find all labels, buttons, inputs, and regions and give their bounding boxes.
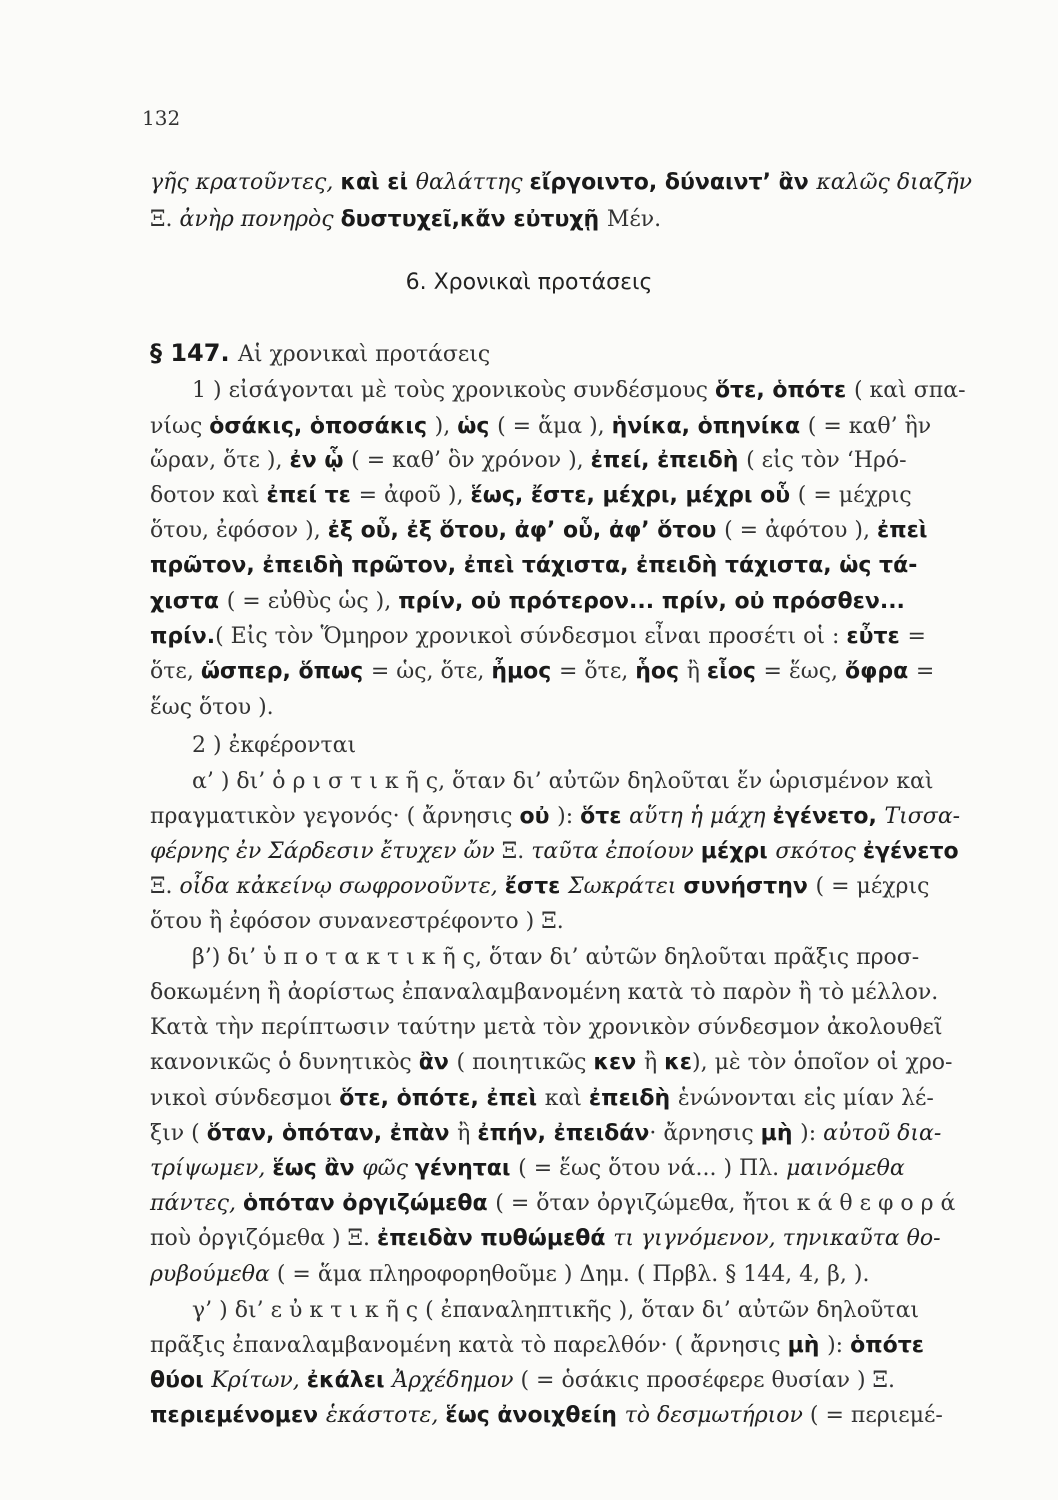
text-run: τι γιγνόμενον, τηνικαῦτα θο-: [613, 1226, 941, 1251]
text-run: ), μὲ τὸν ὁποῖον οἱ χρο-: [692, 1050, 953, 1075]
text-run: ( = μέχρις: [815, 874, 930, 899]
text-run: ἢ: [643, 1050, 665, 1075]
text-run: ( εἰς τὸν ‘Ηρό-: [746, 448, 907, 473]
text-run: ἢ: [686, 659, 707, 684]
text-line: [192, 376, 966, 406]
text-run: ἐπεὶ: [876, 518, 928, 543]
text-run: ἑνώνονται εἰς μίαν λέ-: [677, 1086, 934, 1111]
text-run: χιστα: [150, 589, 227, 614]
text-run: κεν: [593, 1050, 644, 1075]
text-run: ἔστε: [504, 874, 569, 899]
text-run: ἐπειδὰν πυθώμεθά: [377, 1226, 614, 1251]
text-line: [150, 412, 931, 442]
text-run: Κατὰ τὴν περίπτωσιν ταύτην μετὰ τὸν χρονικὸν σύνδεσμον ἀκολουθεῖ: [150, 1015, 943, 1040]
text-run: ἧος: [635, 659, 687, 684]
text-run: ὄφρα: [845, 659, 916, 684]
text-run: ( ποιητικῶς: [456, 1050, 594, 1075]
text-run: οἶδα κἀκείνῳ σωφρονοῦντε,: [179, 874, 505, 899]
text-run: ἐγένετο: [862, 839, 959, 864]
text-run: ἕως ἀνοιχθείη: [445, 1403, 625, 1428]
text-run: ( Εἰς τὸν Ὅμηρον χρονικοὶ σύνδεσμοι εἶναι προσέτι οἱ :: [215, 624, 847, 649]
text-run: ):: [800, 1121, 824, 1146]
text-line: [150, 1048, 952, 1078]
text-run: οὐ: [519, 804, 558, 829]
text-run: =: [907, 624, 926, 649]
text-run: πραγματικὸν γεγονός· ( ἄρνησις: [150, 804, 520, 829]
text-run: πρῶτον, ἐπειδὴ πρῶτον, ἐπεὶ τάχιστα, ἐπειδὴ τάχιστα, ὡς τά-: [150, 553, 918, 578]
text-line: [150, 1154, 905, 1184]
text-run: ἐπειδὴ: [588, 1086, 678, 1111]
text-run: ( = ἀφότου ),: [724, 518, 877, 543]
text-run: δυστυχεῖ,κἄν εὐτυχῇ: [340, 207, 607, 232]
text-line: [150, 205, 661, 235]
text-run: καὶ: [544, 1086, 589, 1111]
text-run: 2 ) ἐκφέρονται: [192, 733, 357, 758]
text-run: τρίψωμεν,: [150, 1156, 273, 1181]
text-run: ( = ὁσάκις προσέφερε θυσίαν ) Ξ.: [520, 1368, 896, 1393]
text-run: ὅτε,: [150, 659, 201, 684]
text-run: νίως: [150, 414, 210, 439]
text-line: [192, 943, 919, 973]
text-run: ὥσπερ, ὅπως: [200, 659, 371, 684]
text-run: § 147.: [150, 339, 238, 367]
text-run: καλῶς διαζῆν: [816, 170, 973, 195]
text-run: ἀνὴρ πονηρὸς: [179, 207, 341, 232]
text-line: [150, 1119, 941, 1149]
text-run: ( = ἅμα πληροφορηθοῦμε ) Δημ. ( Πρβλ. § 144, 4, β, ).: [276, 1262, 870, 1287]
text-run: ταῦτα ἐποίουν: [531, 839, 701, 864]
text-run: = ἕως,: [763, 659, 846, 684]
text-run: πρίν, οὐ πρότερον... πρίν, οὐ πρόσθεν...: [398, 589, 905, 614]
text-run: ( = ἅμα ),: [497, 414, 612, 439]
text-run: δοκωμένη ἢ ἀορίστως ἐπαναλαμβανομένη κατὰ τὸ παρὸν ἢ τὸ μέλλον.: [150, 980, 939, 1005]
text-run: ὁπόταν ὀργιζώμεθα: [242, 1191, 496, 1216]
text-run: ὅτε, ὁπότε, ἐπεὶ: [339, 1086, 545, 1111]
text-run: α’ ) δι’ ὁ ρ ι σ τ ι κ ῆ ς, ὅταν δι’ αὐτῶν δηλοῦται ἕν ὡρισμένον καὶ: [192, 769, 934, 794]
text-run: φῶς: [362, 1156, 415, 1181]
text-run: πάντες,: [150, 1191, 243, 1216]
text-run: ἦμος: [491, 659, 559, 684]
text-run: μαινόμεθα: [786, 1156, 905, 1181]
text-run: σκότος: [775, 839, 863, 864]
text-run: ὡς: [457, 414, 498, 439]
text-line: [150, 872, 929, 902]
text-run: μέχρι: [700, 839, 776, 864]
text-run: = ὅτε,: [558, 659, 636, 684]
page-number: 132: [142, 106, 181, 130]
text-run: 1 ) εἰσάγονται μὲ τοὺς χρονικοὺς συνδέσμους: [192, 378, 715, 403]
text-run: β’) δι’ ὑ π ο τ α κ τ ι κ ῆ ς, ὅταν δι’ αὐτῶν δηλοῦται πρᾶξις προσ-: [192, 945, 920, 970]
text-line: [192, 767, 934, 797]
text-run: κανονικῶς ὁ δυνητικὸς: [150, 1050, 419, 1075]
text-run: ἕως ἂν: [272, 1156, 363, 1181]
text-run: Ἀρχέδημον: [392, 1368, 521, 1393]
text-line: [150, 1189, 955, 1219]
text-run: εἷος: [706, 659, 764, 684]
text-run: γῆς κρατοῦντες,: [150, 170, 341, 195]
text-run: μὴ: [787, 1333, 828, 1358]
text-run: ρυβούμεθα: [150, 1262, 277, 1287]
text-line: [150, 802, 960, 832]
text-line: [150, 907, 564, 937]
text-run: εἴργοιντο, δύναιντ’ ἂν: [529, 170, 817, 195]
text-run: ( = ἕως ὅτου νά... ) Πλ.: [518, 1156, 787, 1181]
text-run: ἡνίκα, ὁπηνίκα: [611, 414, 808, 439]
text-run: Ξ.: [150, 874, 180, 899]
text-run: ἂν: [418, 1050, 457, 1075]
text-line: [150, 1084, 934, 1114]
text-run: ἕως ὅτου ).: [150, 695, 274, 720]
text-line: [150, 622, 926, 652]
text-line: [150, 693, 274, 723]
text-line: [150, 168, 972, 198]
text-run: καὶ εἰ: [340, 170, 416, 195]
text-run: Μέν.: [606, 207, 662, 232]
text-run: ( = ὅταν ὀργιζώμεθα, ἤτοι κ ά θ ε φ ο ρ ά: [495, 1191, 956, 1216]
text-run: ( = μέχρις: [797, 483, 912, 508]
text-run: συνήστην: [683, 874, 816, 899]
text-run: νικοὶ σύνδεσμοι: [150, 1086, 340, 1111]
text-run: ὁπότε: [850, 1333, 924, 1358]
text-line: [150, 1013, 943, 1043]
text-run: ( = καθ’ ἣν: [807, 414, 932, 439]
text-run: Κρίτων,: [211, 1368, 307, 1393]
text-run: Αἱ χρονικαὶ προτάσεις: [237, 342, 491, 367]
text-run: θύοι: [150, 1368, 212, 1393]
text-run: Σωκράτει: [568, 874, 684, 899]
text-line: [192, 731, 356, 761]
text-run: τὸ δεσμωτήριον: [624, 1403, 810, 1428]
text-run: ἐπήν, ἐπειδάν: [477, 1121, 650, 1146]
text-run: κε: [664, 1050, 693, 1075]
text-run: φέρνης ἐν Σάρδεσιν ἔτυχεν ὤν: [150, 839, 502, 864]
text-run: γένηται: [414, 1156, 519, 1181]
text-line: [150, 1260, 869, 1290]
text-run: ὅτου ἢ ἐφόσον συνανεστρέφοντο ) Ξ.: [150, 909, 564, 934]
text-run: ( = καθ’ ὃν χρόνον ),: [351, 448, 591, 473]
text-run: ἐν ᾧ: [289, 448, 352, 473]
text-run: ὁσάκις, ὁποσάκις: [209, 414, 435, 439]
text-line: [150, 516, 927, 546]
text-line: [150, 481, 912, 511]
text-run: ),: [434, 414, 458, 439]
text-line: [150, 551, 917, 581]
text-run: =: [915, 659, 935, 684]
section-heading: 6. Χρονικαὶ προτάσεις: [405, 270, 653, 295]
text-line: [150, 1401, 943, 1431]
text-line: [150, 1224, 941, 1254]
text-line: [192, 1296, 919, 1326]
text-line: [150, 837, 959, 867]
text-run: αὕτη ἡ μάχη: [629, 804, 773, 829]
text-run: ποὺ ὀργιζόμεθα ) Ξ.: [150, 1226, 378, 1251]
text-run: πρᾶξις ἐπαναλαμβανομένη κατὰ τὸ παρελθόν· ( ἄρνησις: [150, 1333, 788, 1358]
text-run: ἐγένετο,: [772, 804, 885, 829]
text-run: ὥραν, ὅτε ),: [150, 448, 290, 473]
text-run: ὅτε, ὁπότε: [714, 378, 854, 403]
text-line: [150, 1331, 924, 1361]
text-line: [150, 587, 905, 617]
text-run: ):: [557, 804, 581, 829]
text-run: ἐξ οὗ, ἐξ ὅτου, ἀφ’ οὗ, ἀφ’ ὅτου: [327, 518, 725, 543]
text-run: Τισσα-: [884, 804, 961, 829]
text-run: ξιν (: [150, 1121, 207, 1146]
text-run: ἐκάλει: [306, 1368, 393, 1393]
text-run: ὅτε: [580, 804, 630, 829]
text-run: · ἄρνησις: [649, 1121, 761, 1146]
text-run: θαλάττης: [415, 170, 530, 195]
text-run: ὅτου, ἐφόσον ),: [150, 518, 328, 543]
text-run: ἢ: [457, 1121, 478, 1146]
text-run: ( = εὐθὺς ὡς ),: [226, 589, 399, 614]
text-run: γ’ ) δι’ ε ὐ κ τ ι κ ῆ ς ( ἐπαναληπτικῆς ), ὅταν δι’ αὐτῶν δηλοῦται: [192, 1298, 920, 1323]
text-run: ):: [827, 1333, 851, 1358]
text-line: [150, 978, 938, 1008]
text-line: [150, 446, 907, 476]
text-run: Ξ.: [150, 207, 180, 232]
text-line: [150, 1366, 895, 1396]
text-run: ἕως, ἔστε, μέχρι, μέχρι οὗ: [470, 483, 798, 508]
text-run: περιεμένομεν: [150, 1403, 326, 1428]
text-run: αὐτοῦ δια-: [823, 1121, 942, 1146]
text-run: εὖτε: [846, 624, 908, 649]
text-run: ἐπεί τε: [266, 483, 359, 508]
text-run: πρίν.: [150, 624, 216, 649]
text-run: ἑκάστοτε,: [325, 1403, 446, 1428]
text-run: μὴ: [760, 1121, 801, 1146]
text-run: δοτον καὶ: [150, 483, 267, 508]
text-run: = ὡς, ὅτε,: [370, 659, 492, 684]
text-run: ( = περιεμέ-: [809, 1403, 943, 1428]
text-line: [150, 657, 934, 687]
text-run: ἐπεί, ἐπειδὴ: [590, 448, 747, 473]
text-run: ὅταν, ὁπόταν, ἐπὰν: [206, 1121, 458, 1146]
text-line: [150, 338, 490, 370]
text-run: = ἀφοῦ ),: [358, 483, 471, 508]
text-run: Ξ.: [501, 839, 532, 864]
text-run: ( καὶ σπα-: [853, 378, 966, 403]
